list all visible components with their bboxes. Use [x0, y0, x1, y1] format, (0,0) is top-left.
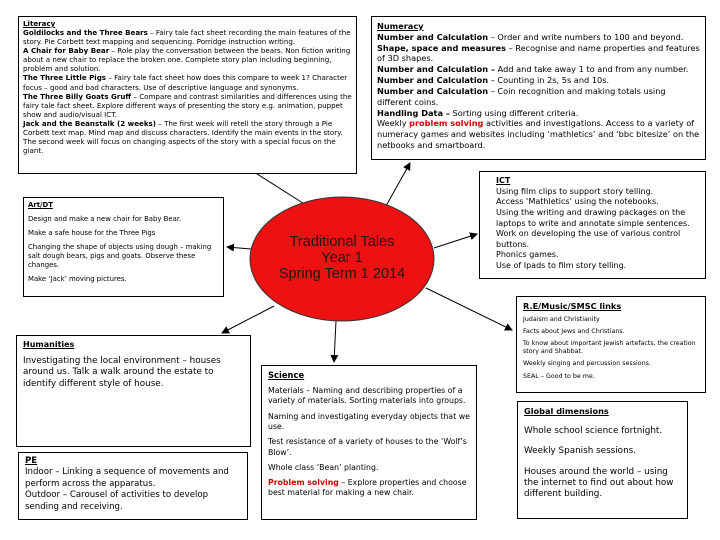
art-dt-heading: Art/DT [28, 201, 53, 209]
art-dt-item: Make a safe house for the Three Pigs [28, 228, 156, 237]
humanities-text: Investigating the local environment – houses around us. Talk a walk around the estate to identify different style of house. [23, 355, 221, 389]
center-title-line1: Traditional Tales [289, 234, 395, 251]
ict-heading: ICT [496, 176, 511, 185]
science-item: Test resistance of a variety of houses to the ‘Wolf’s Blow’. [268, 437, 467, 457]
literacy-goldilocks-title: Goldilocks and the Three Bears [23, 28, 148, 38]
science-heading: Science [268, 370, 305, 380]
science-box [261, 365, 477, 520]
center-title [244, 195, 440, 323]
literacy-goats [23, 92, 352, 119]
science-problem-solving [268, 478, 470, 499]
science-item: Materials – Naming and describing properties of a variety of materials. Sorting materials into groups. [268, 386, 466, 406]
literacy-heading: Literacy [23, 19, 56, 28]
re-item: Judaism and Christianity [523, 315, 600, 323]
numeracy-weekly: Weekly [377, 118, 410, 129]
global-dimensions-box [517, 401, 688, 519]
literacy-goldilocks-text: – Fairy tale fact sheet recording the main features of the story. Pie Corbett text mapping and sequencing. Porridge instruction writing. [23, 28, 351, 47]
literacy-goats-text: – Compare and contrast similarities and differences using the fairy tale fact sheet. Explore different ways of presenting the story e.g. animation, puppet show and audio/visual ICT. [23, 91, 352, 119]
re-music-smsc-heading: R.E/Music/SMSC links [523, 301, 622, 311]
numeracy-item-text: – Counting in 2s, 5s and 10s. [488, 75, 610, 86]
pe-outdoor: Outdoor – Carousel of activities to develop sending and receiving. [25, 490, 209, 512]
literacy-jack [23, 119, 352, 155]
numeracy-item [377, 86, 700, 108]
re-item: Facts about Jews and Christians. [523, 327, 625, 335]
numeracy-heading: Numeracy [377, 21, 424, 31]
pe-indoor: Indoor – Linking a sequence of movements and perform across the apparatus. [25, 467, 229, 489]
science-problem-solving-highlight: Problem solving [268, 478, 339, 488]
science-item: Whole class ‘Bean’ planting. [268, 462, 379, 472]
humanities-heading: Humanities [23, 340, 75, 349]
numeracy-item [377, 75, 700, 86]
literacy-jack-text: – The first week will retell the story through a Pie Corbett text map. Mind map and discuss characters. Identify the main events in the story. The second week will focus on changing aspects of the story with a special focus on the giant. [23, 118, 343, 156]
arrow-ict [434, 234, 477, 248]
literacy-chair [23, 46, 352, 73]
ict-line: Use of Ipads to film story telling. [496, 261, 627, 270]
numeracy-item-title: Number and Calculation [377, 85, 489, 96]
literacy-jack-title: Jack and the Beanstalk (2 weeks) [23, 118, 157, 128]
science-item: Naming and investigating everyday objects that we use. [268, 411, 470, 431]
global-item: Weekly Spanish sessions. [524, 446, 637, 457]
ict-line: Using the writing and drawing packages on the laptops to write and annotate simple sentences. Work on developing the use of various control buttons. [496, 207, 690, 249]
art-dt-item: Make ‘Jack’ moving pictures. [28, 274, 127, 283]
humanities-box [16, 335, 251, 447]
pe-box [18, 452, 248, 520]
literacy-pigs-text: – Fairy tale fact sheet how does this compare to week 1? Character focus – good and bad characters. Use of descriptive language and synonyms. [23, 73, 348, 92]
literacy-goats-title: The Three Billy Goats Gruff [23, 91, 132, 101]
numeracy-item [377, 43, 700, 65]
numeracy-box [371, 16, 706, 160]
art-dt-box [23, 197, 224, 297]
pe-heading: PE [25, 456, 38, 466]
science-problem-solving-text: – Explore properties and choose best material for making a new chair. [268, 478, 467, 498]
numeracy-item-text: – Recognise and name properties and features of 3D shapes. [377, 42, 700, 64]
numeracy-problem-solving-text: activities and investigations. Access to a variety of numeracy games and websites including ‘mathletics’ and ‘bbc bitesize’ on the netbooks and smartboard. [377, 118, 700, 151]
global-item: Whole school science fortnight. [524, 425, 663, 436]
art-dt-item: Design and make a new chair for Baby Bear. [28, 214, 182, 223]
literacy-pigs-title: The Three Little Pigs [23, 73, 107, 83]
global-item: Houses around the world – using the internet to find out about how different building. [524, 466, 674, 500]
numeracy-item-title: Handling Data – [377, 107, 450, 118]
ict-line: Using film clips to support story telling. [496, 186, 654, 196]
numeracy-item-title: Number and Calculation – [377, 64, 496, 75]
re-item: SEAL – Good to be me. [523, 372, 595, 380]
numeracy-problem-solving [377, 118, 700, 150]
re-music-smsc-box [516, 296, 706, 393]
numeracy-item-title: Number and Calculation [377, 75, 489, 86]
numeracy-problem-solving-highlight: problem solving [409, 118, 484, 129]
literacy-chair-title: A Chair for Baby Bear [23, 46, 110, 56]
ict-line: Phonics games. [496, 250, 559, 260]
numeracy-item [377, 32, 700, 43]
re-item: To know about important Jewish artefacts, the creation story and Shabbat. [523, 340, 696, 356]
literacy-pigs [23, 73, 352, 91]
global-dimensions-heading: Global dimensions [524, 406, 609, 416]
literacy-chair-text: – Role play the conversation between the bears. Non fiction writing about a new chair to replace the broken one. Complete story plan including beginning, problem and solution. [23, 46, 351, 74]
numeracy-item-text: – Coin recognition and making totals using different coins. [377, 85, 666, 107]
numeracy-item-title: Shape, space and measures [377, 42, 506, 53]
numeracy-item [377, 64, 700, 75]
numeracy-item-text: – Order and write numbers to 100 and beyond. [488, 31, 684, 42]
re-item: Weekly singing and percussion sessions. [523, 360, 651, 368]
literacy-goldilocks [23, 28, 352, 46]
numeracy-item-text: Add and take away 1 to and from any number. [495, 64, 689, 75]
center-title-line2: Year 1 [321, 250, 363, 267]
literacy-box [18, 16, 357, 174]
numeracy-item [377, 108, 700, 119]
ict-box [479, 171, 706, 279]
art-dt-item: Changing the shape of objects using dough – making salt dough bears, pigs and goats. Observe these changes. [28, 242, 212, 269]
ict-line: Access ‘Mathletics’ using the notebooks. [496, 197, 659, 207]
numeracy-item-title: Number and Calculation [377, 31, 489, 42]
arrow-science [334, 321, 336, 362]
numeracy-item-text: Sorting using different criteria. [449, 107, 579, 118]
center-title-line3: Spring Term 1 2014 [278, 265, 406, 282]
